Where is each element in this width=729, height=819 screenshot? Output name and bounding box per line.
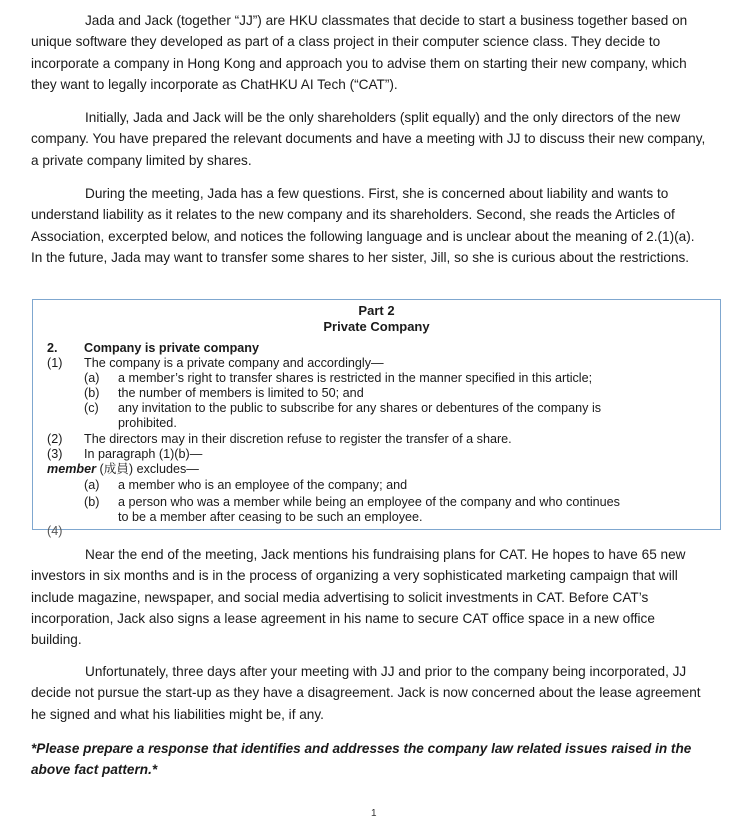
member-definition [47,462,199,477]
member-exclusion-b-text-line1: a person who was a member while being an employee of the company and who continues [118,495,620,509]
clause-1c-text-line1: any invitation to the public to subscribe for any shares or debentures of the company is [118,401,602,415]
clause-1b-text: the number of members is limited to 50; and [118,386,364,400]
member-exclusion-a-number: (a) [84,478,100,492]
paragraph-meeting-questions: During the meeting, Jada has a few questions. First, she is concerned about liability and wants to understand liability as it relates to the new company and its shareholders. Second, she reads the Articles of Association, excerpted below, and notices the following language and is unclear about the meaning of 2.(1)(a). In the future, Jada may want to transfer some shares to her sister, Jill, so she is curious about the restrictions. [31,186,695,265]
clause-1a-text: a member’s right to transfer shares is restricted in the manner specified in this article; [118,371,593,385]
paragraph-shareholders: Initially, Jada and Jack will be the only shareholders (split equally) and the only directors of the new company. You have prepared the relevant documents and have a meeting with JJ to discuss their new company, a private company limited by shares. [31,110,706,168]
clause-3-text: In paragraph (1)(b)— [84,447,203,461]
page-number: 1 [371,808,377,819]
excerpt-part-title: Private Company [323,319,430,334]
clause-1-number: (1) [47,356,63,370]
member-excludes: excludes— [136,462,199,476]
clause-1-text: The company is a private company and accordingly— [84,356,384,370]
member-exclusion-b-text-line2: to be a member after ceasing to be such an employee. [118,510,423,524]
clause-2-number: (2) [47,432,63,446]
excerpt-section-title: Company is private company [84,341,259,355]
clause-1b-number: (b) [84,386,100,400]
clause-4-number-cut-off: (4) [47,524,63,538]
excerpt-section-number: 2. [47,341,58,355]
paragraph-fundraising: Near the end of the meeting, Jack mentions his fundraising plans for CAT. He hopes to have 65 new investors in six months and is in the process of organizing a very sophisticated marketing campaign that will include magazine, newspaper, and social media advertising to solicit investments in CAT. Before CAT’s incorporation, Jack also signs a lease agreement in his name to secure CAT office space in a new office building. [31,547,686,648]
member-exclusion-a-text: a member who is an employee of the company; and [118,478,408,492]
clause-3-number: (3) [47,447,63,461]
member-exclusion-b-number: (b) [84,495,100,509]
excerpt-part-label: Part 2 [358,303,395,318]
paragraph-intro: Jada and Jack (together “JJ”) are HKU classmates that decide to start a business together based on unique software they developed as part of a class project in their computer science class. They decide to incorporate a company in Hong Kong and approach you to advise them on starting their new company, which they want to legally incorporate as ChatHKU AI Tech (“CAT”). [31,13,688,92]
articles-excerpt-box [32,299,721,538]
member-term: member [47,462,96,476]
member-chinese-term: (成員) [99,462,134,476]
clause-1a-number: (a) [84,371,100,385]
clause-1c-text-line2: prohibited. [118,416,177,430]
paragraph-disagreement: Unfortunately, three days after your meeting with JJ and prior to the company being incorporated, JJ decide not pursue the start-up as they have a disagreement. Jack is now concerned about the lease agreement he signed and what his liabilities might be, if any. [31,664,701,722]
clause-2-text: The directors may in their discretion refuse to register the transfer of a share. [84,432,512,446]
clause-1c-number: (c) [84,401,99,415]
closing-instruction: *Please prepare a response that identifies and addresses the company law related issues raised in the above fact pattern.* [31,741,692,777]
